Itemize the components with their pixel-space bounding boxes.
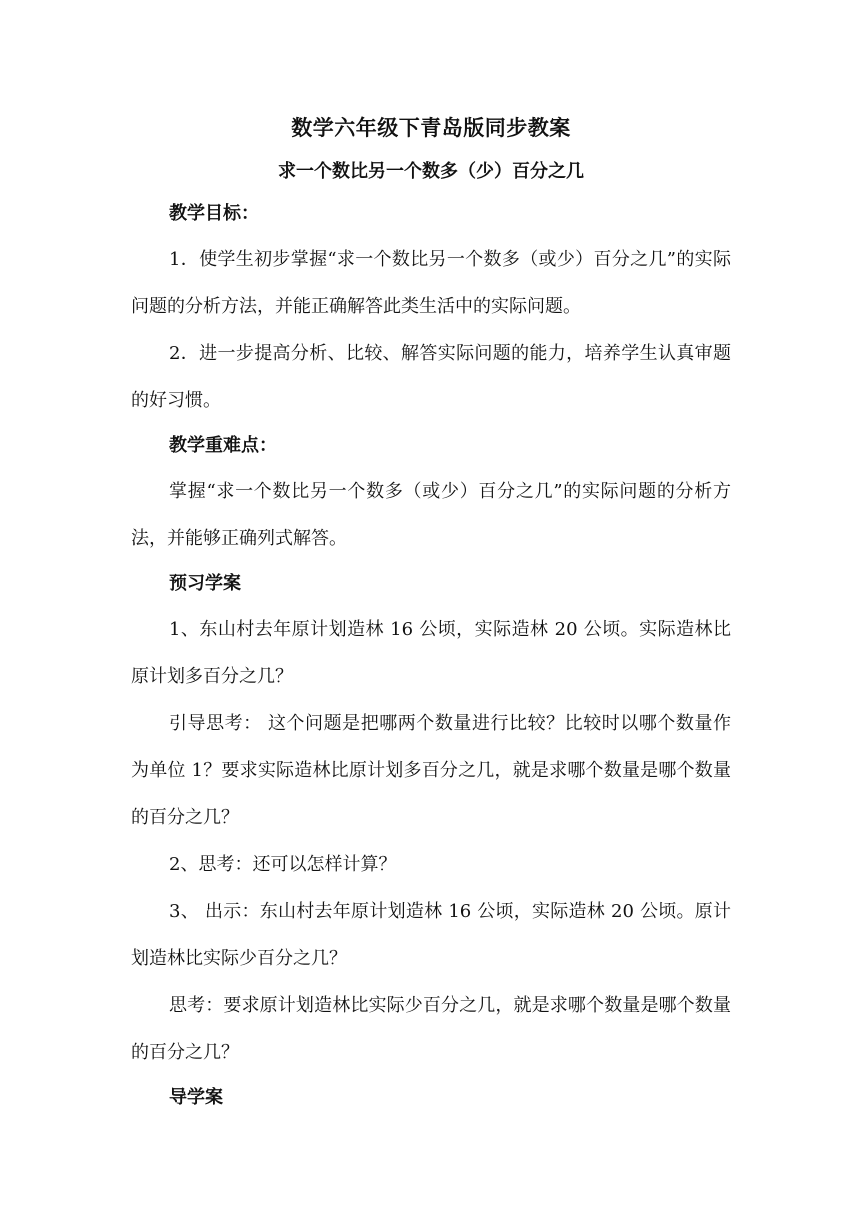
key-points-heading: 教学重难点： (169, 435, 277, 456)
guide-heading: 导学案 (169, 1087, 223, 1108)
preview-heading: 预习学案 (169, 573, 241, 594)
thinking-prompt: 思考：要求原计划造林比实际少百分之几，就是求哪个数量是哪个数量的百分之几？ (131, 995, 731, 1063)
question-1: 1、东山村去年原计划造林 16 公顷，实际造林 20 公顷。实际造林比原计划多百分之几？ (131, 619, 731, 687)
question-2: 2、思考：还可以怎样计算？ (169, 854, 397, 875)
guided-thinking: 引导思考： 这个问题是把哪两个数量进行比较？比较时以哪个数量作为单位 1？要求实际造林比原计划多百分之几，就是求哪个数量是哪个数量的百分之几？ (131, 713, 731, 828)
document-body (131, 108, 731, 1120)
document-title: 数学六年级下青岛版同步教案 (291, 116, 571, 140)
goal-2: 2．进一步提高分析、比较、解答实际问题的能力，培养学生认真审题的好习惯。 (131, 343, 731, 411)
goal-1: 1．使学生初步掌握“求一个数比另一个数多（或少）百分之几”的实际问题的分析方法，并能正确解答此类生活中的实际问题。 (131, 249, 731, 317)
lesson-subtitle: 求一个数比另一个数多（少）百分之几 (278, 161, 584, 182)
key-points-text: 掌握“求一个数比另一个数多（或少）百分之几”的实际问题的分析方法，并能够正确列式解答。 (131, 481, 731, 549)
goals-heading: 教学目标： (169, 203, 259, 224)
question-3: 3、 出示：东山村去年原计划造林 16 公顷，实际造林 20 公顷。原计划造林比实际少百分之几？ (131, 901, 731, 969)
